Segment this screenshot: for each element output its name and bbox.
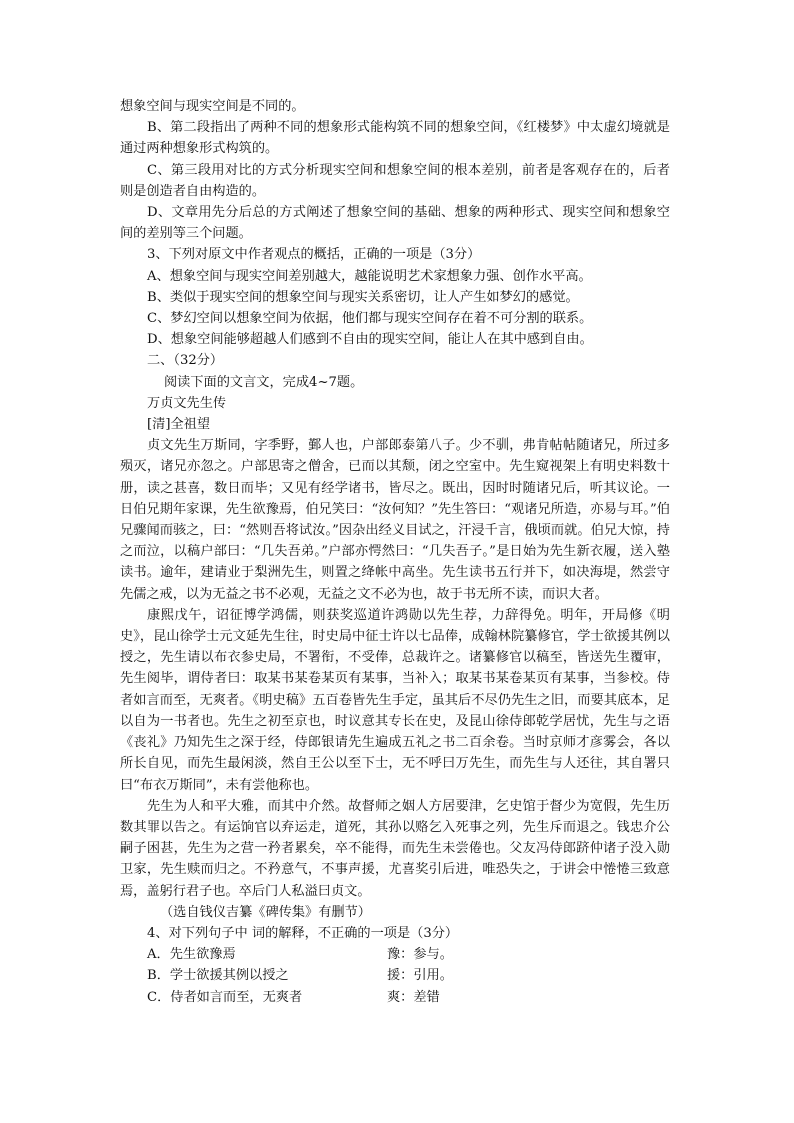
question-3-option-c: C、梦幻空间以想象空间为依据，他们都与现实空间存在着不可分割的联系。 bbox=[147, 311, 593, 327]
question-3-option-a: A、想象空间与现实空间差别越大，越能说明艺术家想象力强、创作水平高。 bbox=[147, 268, 592, 284]
option-gloss: 援：引用。 bbox=[387, 968, 453, 984]
option-sentence: A．先生欲豫焉 bbox=[147, 947, 236, 963]
passage-author: [清]全祖望 bbox=[147, 417, 211, 433]
section-heading: 二、（32分） bbox=[147, 353, 224, 369]
question-4-option-a bbox=[120, 944, 670, 965]
question-2-option-b: B、第二段指出了两种不同的想象形式能构筑不同的想象空间，《红楼梦》中太虚幻境就是通过两种想象形式构筑的。 bbox=[120, 120, 670, 157]
question-3-option-b: B、类似于现实空间的想象空间与现实关系密切，让人产生如梦幻的感觉。 bbox=[147, 289, 579, 305]
question-4-option-c bbox=[120, 987, 670, 1008]
question-4-option-b bbox=[120, 965, 670, 986]
reading-instruction: 阅读下面的文言文，完成4~7题。 bbox=[164, 374, 364, 390]
passage-source: （选自钱仪吉纂《碑传集》有删节） bbox=[160, 904, 371, 920]
passage-paragraph-1: 贞文先生万斯同，字季野，鄞人也，户部郎泰第八子。少不驯，弗肯帖帖随诸兄，所过多殒灭，诸兄亦忽之。户部思寄之僧舍，已而以其颓，闭之空室中。先生窥视架上有明史料数十册，读之甚喜，数日而毕；又见有经学诸书，皆尽之。既出，因时时随诸兄后，听其议论。一日伯兄期年家课，先生欲豫焉，伯兄笑曰：“汝何知？”先生答曰：“观诸兄所造，亦易与耳。”伯兄骤闻而骇之，曰：“然则吾将试汝。”因杂出经义目试之，汗浸千言，俄顷而就。伯兄大惊，持之而泣，以稿户部曰：“几失吾弟。”户部亦愕然曰：“几失吾子。”是日始为先生新衣履，送入塾读书。逾年，建请业于梨洲先生，则置之绛帐中高坐。先生读书五行并下，如决海堤，然尝守先儒之戒，以为无益之书不必观，无益之文不必为也，故于书无所不读，而识大者。 bbox=[120, 438, 670, 602]
passage-paragraph-2: 康熙戊午，诏征博学鸿儒，则获奖巡道许鸿勋以先生荐，力辞得免。明年，开局修《明史》，昆山徐学士元文延先生往，时史局中征士许以七品俸，成翰林院纂修官，学士欲援其例以授之，先生请以布衣参史局，不署衔，不受俸，总裁许之。诸纂修官以稿至，皆送先生覆审，先生阅毕，谓侍者曰：取某书某卷某页有某事，当补入；取某书某卷某页有某事，当参校。侍者如言而至，无爽者。《明史稿》五百卷皆先生手定，虽其后不尽仍先生之旧，而要其底本，足以自为一书者也。先生之初至京也，时议意其专长在史，及昆山徐侍郎乾学居忧，先生与之语《丧礼》乃知先生之深于经，侍郎银请先生遍成五礼之书二百余卷。当时京师才彦雾会，各以所长自见，而先生最闲淡，然自王公以至下士，无不呼曰万先生，而先生与人还往，其自署只曰“布衣万斯同”，未有尝他称也。 bbox=[120, 607, 670, 793]
text-line: 想象空间与现实空间是不同的。 bbox=[120, 99, 305, 114]
question-2-option-d: D、文章用先分后总的方式阐述了想象空间的基础、想象的两种形式、现实空间和想象空间的差别等三个问题。 bbox=[120, 205, 670, 242]
option-sentence: B．学士欲援其例以授之 bbox=[147, 968, 289, 984]
option-gloss: 爽：差错 bbox=[387, 989, 440, 1005]
question-2-option-c: C、第三段用对比的方式分析现实空间和想象空间的根本差别，前者是客观存在的，后者则是创造者自由构造的。 bbox=[120, 162, 670, 199]
option-gloss: 豫：参与。 bbox=[387, 947, 453, 963]
question-3: 3、下列对原文中作者观点的概括，正确的一项是（3分） bbox=[147, 247, 481, 263]
document-page bbox=[120, 96, 670, 1008]
passage-title: 万贞文先生传 bbox=[147, 395, 227, 411]
option-sentence: C．侍者如言而至，无爽者 bbox=[147, 989, 303, 1005]
question-4: 4、对下列句子中 词的解释，不正确的一项是（3分） bbox=[147, 925, 459, 941]
question-3-option-d: D、想象空间能够超越人们感到不自由的现实空间，能让人在其中感到自由。 bbox=[147, 332, 593, 348]
passage-paragraph-3: 先生为人和平大雅，而其中介然。故督师之姻人方居要津，乞史馆于督少为宽假，先生历数其罪以告之。有运饷官以弃运走，道死，其孙以赂乞入死事之列，先生斥而退之。钱忠介公嗣子困甚，先生为之营一矜者累矣，卒不能得，而先生未尝倦也。父友冯侍郎跻仲诸子没入勋卫家，先生赎而归之。不矜意气，不事声援，尤喜奖引后进，唯恐失之，于讲会中惓惓三致意焉，盖躬行君子也。卒后门人私溢曰贞文。 bbox=[120, 798, 670, 899]
